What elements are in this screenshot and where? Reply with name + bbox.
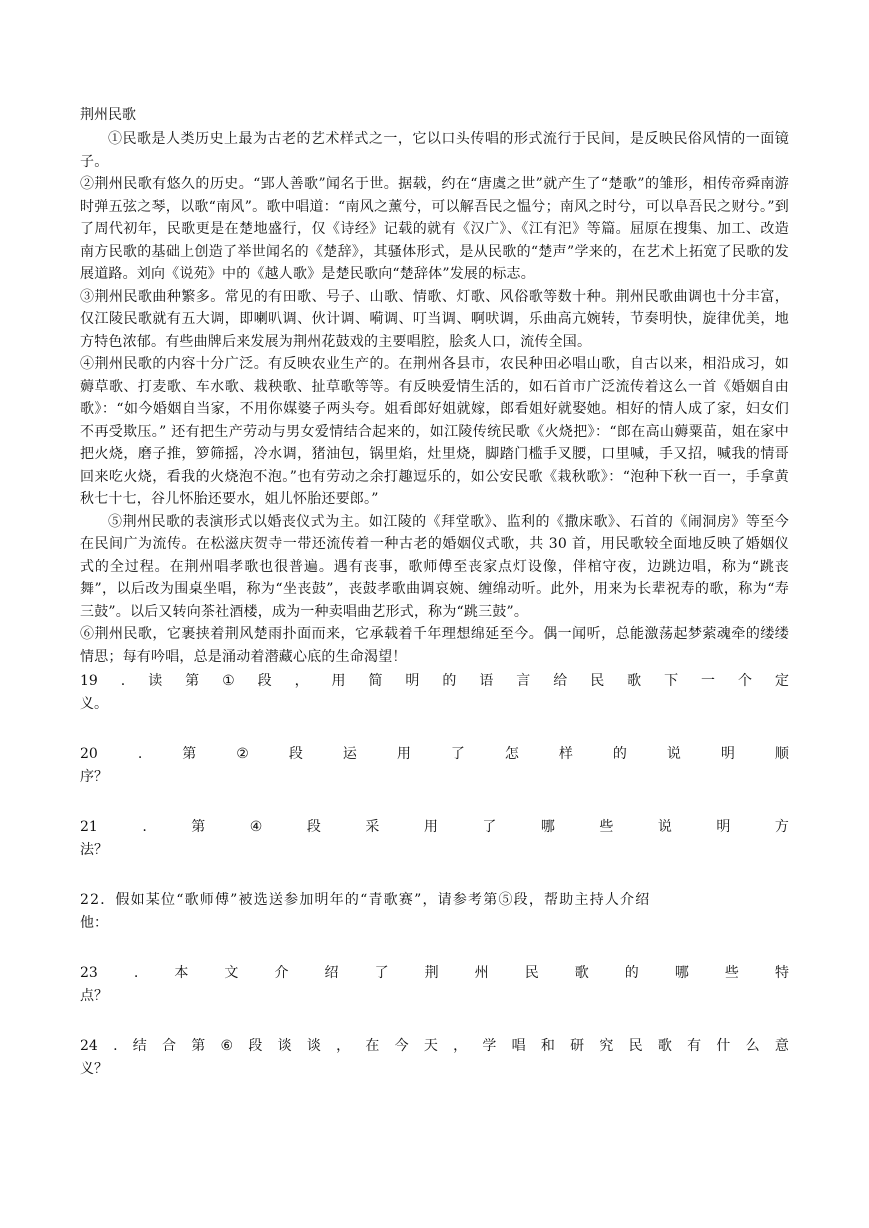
question-token: ④ bbox=[249, 819, 263, 835]
question-token: ， bbox=[294, 673, 309, 689]
question-token: 23 bbox=[80, 965, 98, 981]
question-line-2: 义？ bbox=[80, 1060, 108, 1077]
question-token: 在 bbox=[365, 1038, 380, 1054]
paragraph-6: ⑥荆州民歌，它裹挟着荆风楚雨扑面而来，它承载着千年理想绵延至今。偶一闻听，总能激荡起梦萦魂牵的缕缕情思；每有吟唱，总是涌动着潜藏心底的生命渴望！ bbox=[80, 626, 789, 665]
question-token: 州 bbox=[474, 965, 489, 981]
question-token: 介 bbox=[274, 965, 289, 981]
question-token: ， bbox=[336, 1038, 351, 1054]
question-token: 读 bbox=[148, 673, 163, 689]
question-token: 说 bbox=[657, 819, 672, 835]
question-token: 第 bbox=[185, 673, 200, 689]
question-line-1 bbox=[80, 816, 789, 839]
question-token: 22．假如某位“歌师傅”被选送参加明年的“青歌赛”，请参考第⑤段，帮助主持人介绍 bbox=[80, 892, 651, 908]
question-21 bbox=[80, 816, 789, 861]
question-token: 语 bbox=[479, 673, 494, 689]
question-token: 20 bbox=[80, 746, 98, 762]
question-token: 绍 bbox=[324, 965, 339, 981]
question-token: 段 bbox=[306, 819, 321, 835]
question-token: 唱 bbox=[511, 1038, 526, 1054]
question-token: 谈 bbox=[306, 1038, 321, 1054]
question-token: 运 bbox=[342, 746, 357, 762]
question-token: 了 bbox=[374, 965, 389, 981]
question-token: 么 bbox=[745, 1038, 760, 1054]
question-token: 民 bbox=[590, 673, 605, 689]
question-token: 下 bbox=[664, 673, 679, 689]
question-line-2: 点？ bbox=[80, 987, 108, 1004]
paragraph-2: ②荆州民歌有悠久的历史。“郢人善歌”闻名于世。据载，约在“唐虞之世”就产生了“楚歌”的雏形，相传帝舜南游时弹五弦之琴，以歌“南风”。歌中唱道：“南风之薰兮，可以解吾民之愠兮；南风之时兮，可以阜吾民之财兮。”到了周代初年，民歌更是在楚地盛行，仅《诗经》记载的就有《汉广》、《江有汜》等篇。屈原在搜集、加工、改造南方民歌的基础上创造了举世闻名的《楚辞》，其骚体形式，是从民歌的“楚声”学来的，在艺术上拓宽了民歌的发展道路。刘向《说苑》中的《越人歌》是楚民歌向“楚辞体”发展的标志。 bbox=[80, 176, 789, 282]
question-token: 个 bbox=[738, 673, 752, 689]
question-token: 给 bbox=[553, 673, 568, 689]
question-23 bbox=[80, 962, 789, 1007]
answer-space[interactable] bbox=[80, 934, 789, 962]
question-token: 段 bbox=[248, 1038, 263, 1054]
question-token: 第 bbox=[191, 819, 206, 835]
question-token: 方 bbox=[774, 819, 789, 835]
question-token: 什 bbox=[716, 1038, 731, 1054]
question-token: . bbox=[137, 746, 143, 762]
question-line-1 bbox=[80, 670, 789, 693]
question-token: 第 bbox=[191, 1038, 206, 1054]
question-token: 哪 bbox=[674, 965, 689, 981]
question-line-1 bbox=[80, 889, 789, 912]
article-title: 荆州民歌 bbox=[80, 107, 136, 123]
question-token: 24 bbox=[80, 1038, 98, 1054]
question-token: ② bbox=[236, 746, 249, 762]
question-token: 有 bbox=[687, 1038, 702, 1054]
question-token: 究 bbox=[599, 1038, 614, 1054]
question-line-1 bbox=[80, 962, 789, 985]
question-token: 和 bbox=[540, 1038, 555, 1054]
question-token: 言 bbox=[516, 673, 531, 689]
question-token: 哪 bbox=[540, 819, 555, 835]
question-line-2: 义。 bbox=[80, 695, 108, 712]
question-token: 特 bbox=[774, 965, 789, 981]
question-token: ， bbox=[453, 1038, 468, 1054]
question-token: 明 bbox=[405, 673, 420, 689]
question-token: 的 bbox=[442, 673, 457, 689]
question-token: . bbox=[142, 819, 147, 835]
question-token: . bbox=[133, 965, 139, 981]
question-list bbox=[80, 670, 789, 1080]
question-token: 第 bbox=[182, 746, 197, 762]
question-token: 简 bbox=[368, 673, 383, 689]
question-token: 民 bbox=[524, 965, 539, 981]
question-token: 意 bbox=[774, 1038, 789, 1054]
question-token: 段 bbox=[288, 746, 303, 762]
question-token: 19 bbox=[80, 673, 98, 689]
question-token: 说 bbox=[666, 746, 681, 762]
question-token: 21 bbox=[80, 819, 98, 835]
question-token: 研 bbox=[570, 1038, 585, 1054]
question-22 bbox=[80, 889, 789, 934]
question-token: 文 bbox=[224, 965, 239, 981]
question-20 bbox=[80, 743, 789, 788]
question-token: 一 bbox=[701, 673, 716, 689]
question-token: 歌 bbox=[574, 965, 589, 981]
paragraph-5: ⑤荆州民歌的表演形式以婚丧仪式为主。如江陵的《拜堂歌》、监利的《撒床歌》、石首的《闹洞房》等至今在民间广为流传。在松滋庆贺寺一带还流传着一种古老的婚姻仪式歌，共 30 首，用民歌较全面地反映了婚姻仪式的全过程。在荆州唱孝歌也很普遍。遇有丧事，歌师傅至丧家点灯设像，伴棺守夜，边跳边唱，称为“跳丧舞”，以后改为围桌坐唱，称为“坐丧鼓”，丧鼓孝歌曲调哀婉、缠绵动听。此外，用来为长辈祝寿的歌，称为“寿三鼓”。以后又转向茶社酒楼，成为一种卖唱曲艺形式，称为“跳三鼓”。 bbox=[80, 513, 789, 620]
paragraph-1: ①民歌是人类历史上最为古老的艺术样式之一，它以口头传唱的形式流行于民间，是反映民俗风情的一面镜子。 bbox=[80, 131, 789, 170]
question-token: 些 bbox=[724, 965, 739, 981]
question-token: 本 bbox=[174, 965, 189, 981]
question-token: 顺 bbox=[774, 746, 789, 762]
question-token: 明 bbox=[720, 746, 735, 762]
question-token: 用 bbox=[396, 746, 411, 762]
paragraph-3: ③荆州民歌曲种繁多。常见的有田歌、号子、山歌、情歌、灯歌、风俗歌等数十种。荆州民歌曲调也十分丰富，仅江陵民歌就有五大调，即喇叭调、伙计调、嗬调、叮当调、啊吠调，乐曲高亢婉转，节奏明快，旋律优美，地方特色浓郁。有些曲牌后来发展为荆州花鼓戏的主要唱腔，脍炙人口，流传全国。 bbox=[80, 288, 789, 350]
question-token: . bbox=[113, 1038, 118, 1054]
question-line-2: 他： bbox=[80, 914, 108, 931]
paragraph-4: ④荆州民歌的内容十分广泛。有反映农业生产的。在荆州各县市，农民种田必唱山歌，自古以来，相沿成习，如薅草歌、打麦歌、车水歌、栽秧歌、扯草歌等等。有反映爱情生活的，如石首市广泛流传着这么一首《婚姻自由歌》：“如今婚姻自当家，不用你媒婆子两头夸。姐看郎好姐就嫁，郎看姐好就娶她。相好的情人成了家，妇女们不再受欺压。” 还有把生产劳动与男女爱情结合起来的，如江陵传统民歌《火烧把》：“郎在高山薅粟苗，姐在家中把火烧，磨子推，箩筛摇，冷水调，猪油包，锅里焰，灶里烧，脚踏门槛手叉腰，口里喊，手又招，喊我的情哥回来吃火烧，看我的火烧泡不泡。”也有劳动之余打趣逗乐的，如公安民歌《栽秋歌》：“泡种下秋一百一，手拿黄秋七十七，谷儿怀胎还要水，姐儿怀胎还要郎。” bbox=[80, 356, 789, 507]
question-token: 用 bbox=[331, 673, 346, 689]
question-token: 合 bbox=[162, 1038, 177, 1054]
question-token: 今 bbox=[394, 1038, 409, 1054]
question-line-2: 序？ bbox=[80, 768, 108, 785]
question-token: 民 bbox=[628, 1038, 643, 1054]
question-token: 学 bbox=[482, 1038, 497, 1054]
question-token: ① bbox=[222, 673, 235, 689]
question-token: 天 bbox=[423, 1038, 438, 1054]
question-token: 歌 bbox=[627, 673, 642, 689]
answer-space[interactable] bbox=[80, 861, 789, 889]
question-token: 谈 bbox=[277, 1038, 292, 1054]
answer-space[interactable] bbox=[80, 1007, 789, 1035]
question-token: ⑥ bbox=[220, 1038, 234, 1054]
question-token: 了 bbox=[450, 746, 465, 762]
question-line-1 bbox=[80, 1035, 789, 1058]
question-token: 结 bbox=[132, 1038, 147, 1054]
question-token: 歌 bbox=[657, 1038, 672, 1054]
question-token: 明 bbox=[716, 819, 731, 835]
question-line-2: 法？ bbox=[80, 841, 108, 858]
question-token: 采 bbox=[365, 819, 380, 835]
answer-space[interactable] bbox=[80, 715, 789, 743]
question-token: 样 bbox=[558, 746, 573, 762]
question-token: 怎 bbox=[504, 746, 519, 762]
question-token: 的 bbox=[612, 746, 627, 762]
question-24 bbox=[80, 1035, 789, 1080]
question-token: 定 bbox=[774, 673, 789, 689]
question-token: 荆 bbox=[424, 965, 439, 981]
answer-space[interactable] bbox=[80, 788, 789, 816]
question-19 bbox=[80, 670, 789, 715]
question-token: 了 bbox=[482, 819, 497, 835]
question-token: 的 bbox=[624, 965, 639, 981]
question-line-1 bbox=[80, 743, 789, 766]
question-token: . bbox=[120, 673, 126, 689]
question-token: 段 bbox=[257, 673, 272, 689]
question-token: 些 bbox=[599, 819, 614, 835]
question-token: 用 bbox=[423, 819, 438, 835]
